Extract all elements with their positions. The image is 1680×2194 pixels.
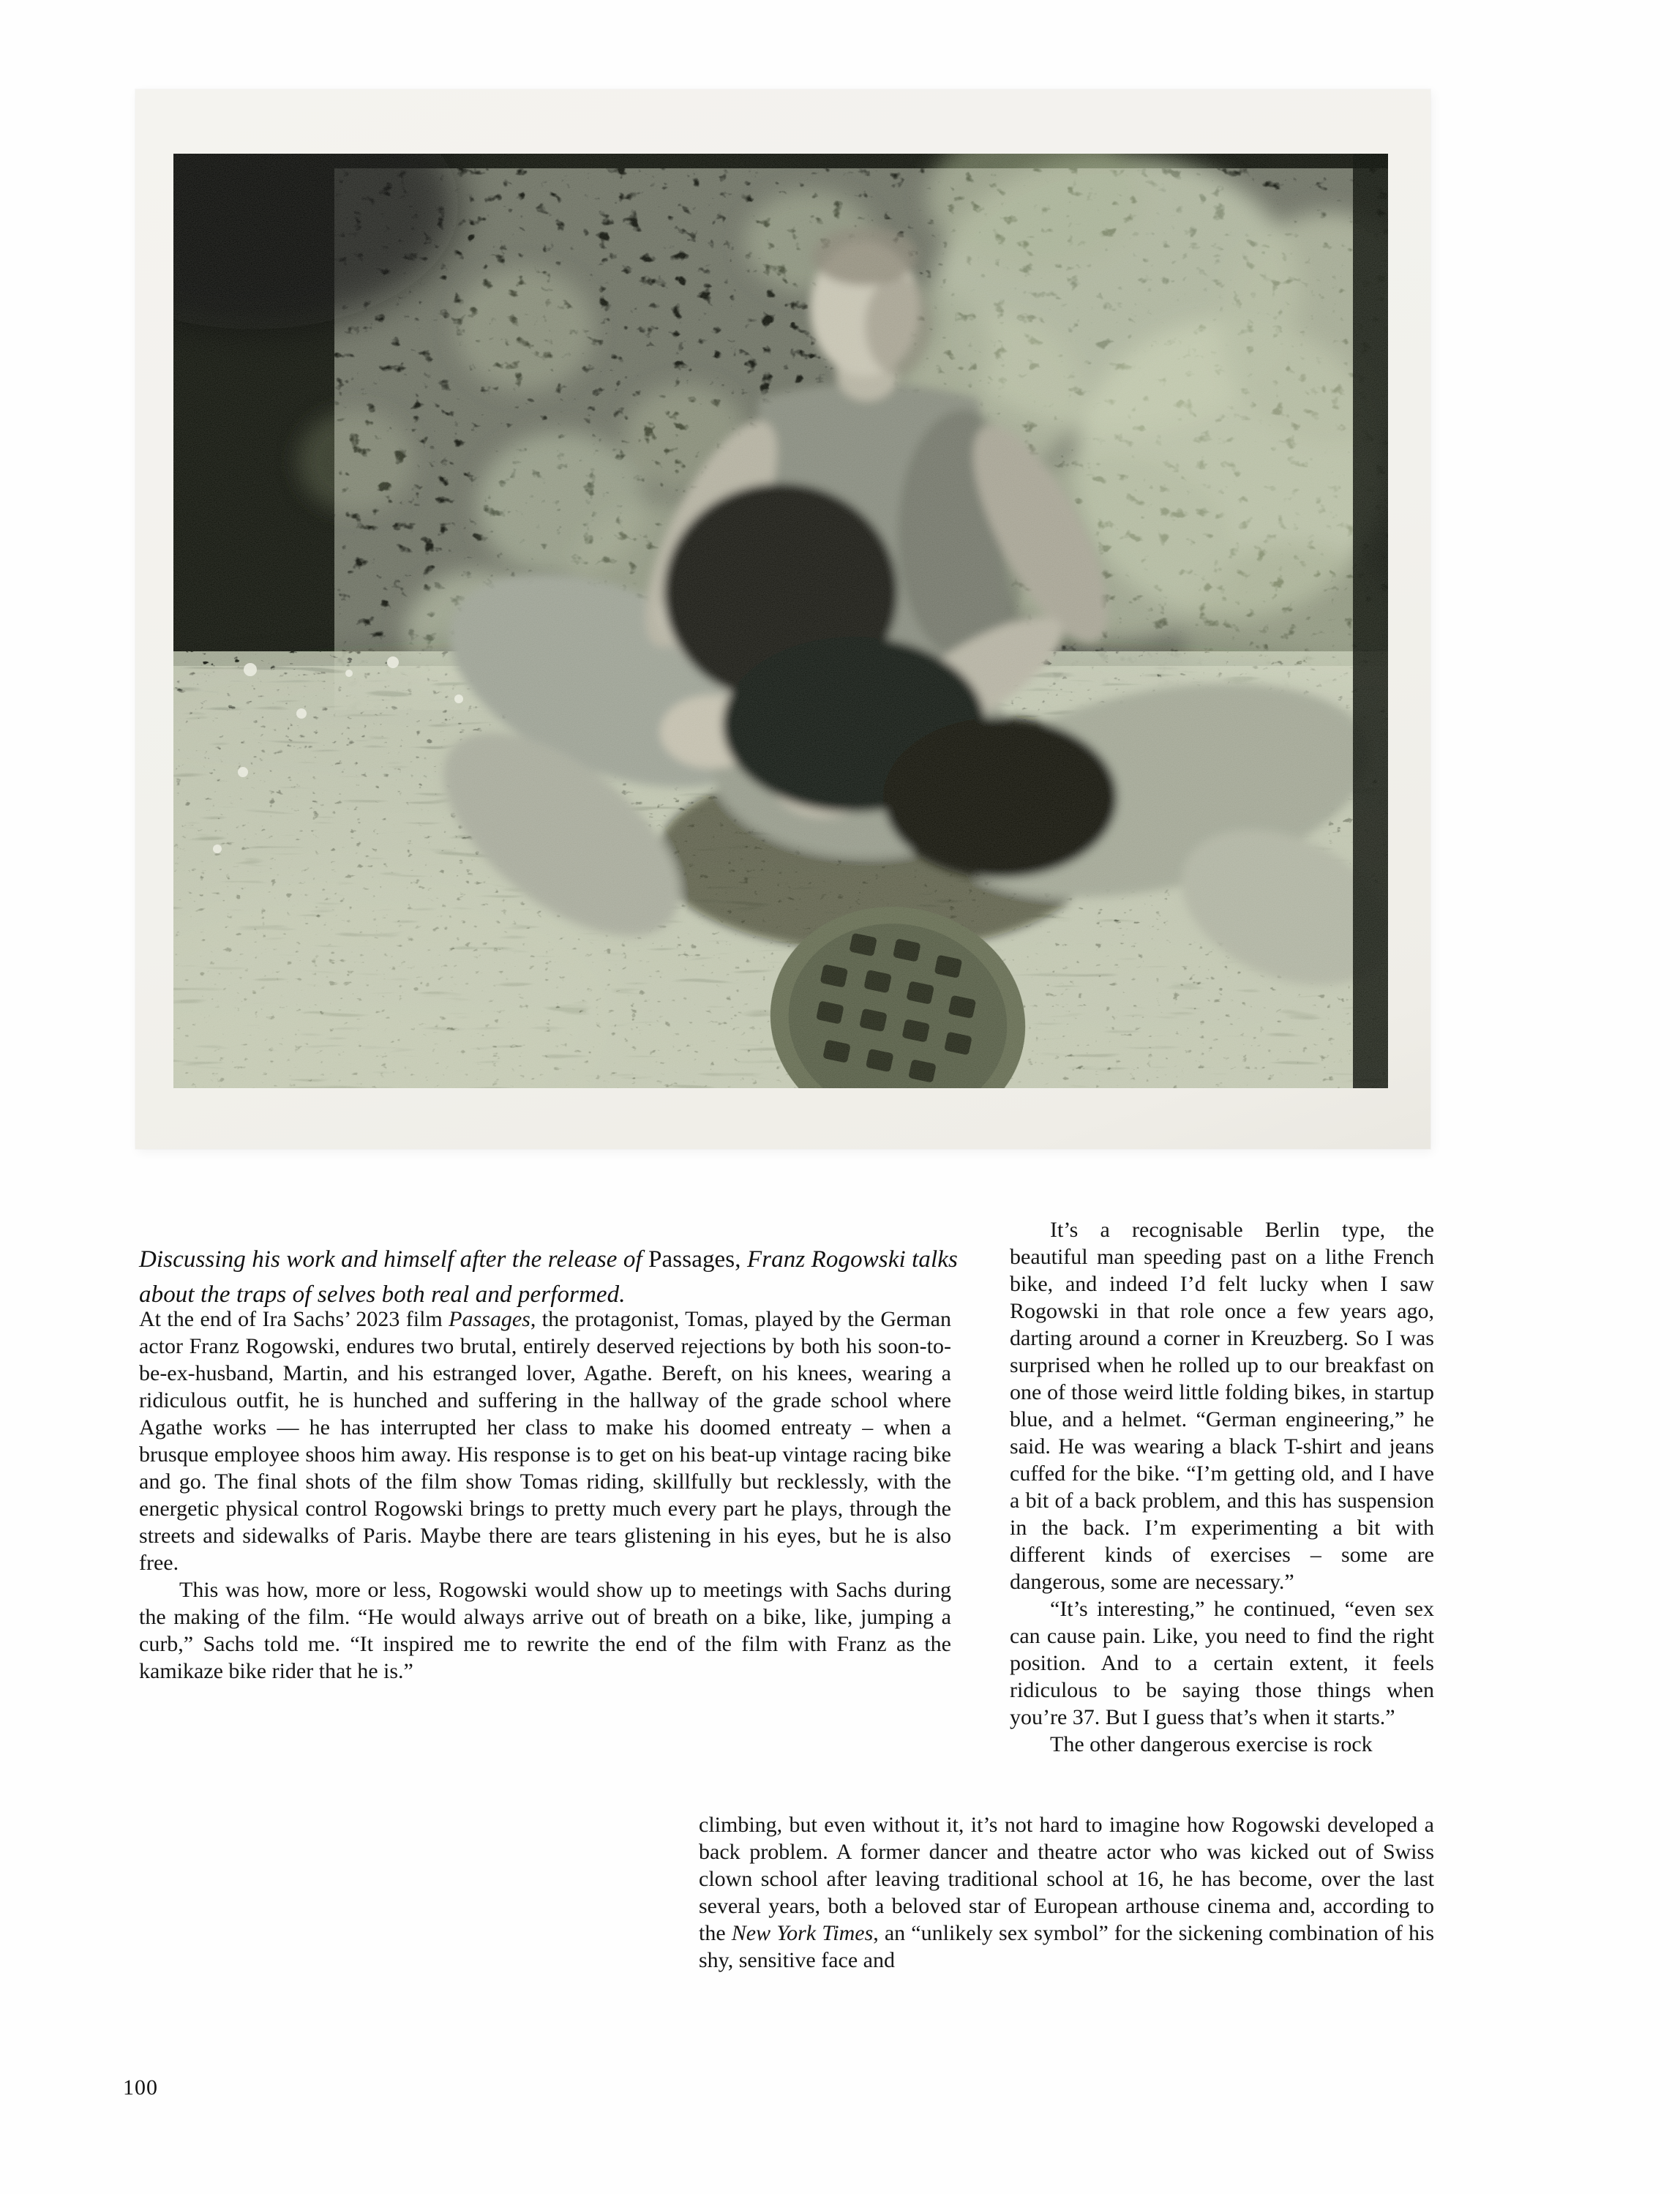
body-paragraph: climbing, but even without it, it’s not hard to imagine how Rogowski developed a back problem. A former dancer and theatre actor who was kicked out of Swiss clown school after leaving traditional school at 16, he has become, over the last several years, both a beloved star of European arthouse cinema and, according to the New York Times, an “unlikely sex symbol” for the sickening combination of his shy, sensitive face and bbox=[699, 1813, 1435, 1972]
film-grain bbox=[173, 154, 1388, 1088]
body-paragraph: At the end of Ira Sachs’ 2023 film Passages, the protagonist, Tomas, played by the German actor Franz Rogowski, endures two brutal, entirely deserved rejections by both his soon-to-be-ex-husband, Martin, and his estranged lover, Agathe. Bereft, on his knees, wearing a ridiculous outfit, he is hunched and suffering in the hallway of the grade school where Agathe works — he has interrupted her class to make his doomed entreaty – when a brusque employee shoos him away. His response is to get on his beat-up vintage racing bike and go. The final shots of the film show Tomas riding, skillfully but recklessly, with the energetic physical control Rogowski brings to pretty much every part he plays, through the streets and sidewalks of Paris. Maybe there are tears glistening in his eyes, but he is also free. bbox=[139, 1307, 951, 1575]
article-standfirst: Discussing his work and himself after the release of Passages, Franz Rogowski talks about the traps of selves both real and performed. bbox=[139, 1246, 958, 1308]
body-paragraph: The other dangerous exercise is rock bbox=[1050, 1732, 1373, 1756]
article-column-right bbox=[1010, 1216, 1434, 1758]
body-paragraph: “It’s interesting,” he continued, “even sex can cause pain. Like, you need to find the right position. And to a certain extent, it feels ridiculous to be saying those things when you’re 37. But I guess that’s when it starts.” bbox=[1010, 1597, 1434, 1729]
article-continuation-block bbox=[699, 1811, 1434, 1974]
article-column-left bbox=[139, 1306, 951, 1685]
photo-print bbox=[135, 89, 1430, 1149]
page-number: 100 bbox=[123, 2075, 158, 2100]
body-paragraph: This was how, more or less, Rogowski would show up to meetings with Sachs during the making of the film. “He would always arrive out of breath on a bike, like, jumping a curb,” Sachs told me. “It inspired me to rewrite the end of the film with Franz as the kamikaze bike rider that he is.” bbox=[139, 1578, 951, 1683]
photo-illustration bbox=[173, 154, 1388, 1088]
body-paragraph: It’s a recognisable Berlin type, the beautiful man speeding past on a lithe French bike, and indeed I’d felt lucky when I saw Rogowski in that role once a few years ago, darting around a corner in Kreuzberg. So I was surprised when he rolled up to our breakfast on one of those weird little folding bikes, in startup blue, and a helmet. “German engineering,” he said. He was wearing a black T-shirt and jeans cuffed for the bike. “I’m getting old, and I have a bit of a back problem, and this has suspension in the back. I’m experimenting a bit with different kinds of exercises – some are dangerous, some are necessary.” bbox=[1010, 1218, 1434, 1594]
franz-rogowski-photo bbox=[173, 154, 1388, 1088]
